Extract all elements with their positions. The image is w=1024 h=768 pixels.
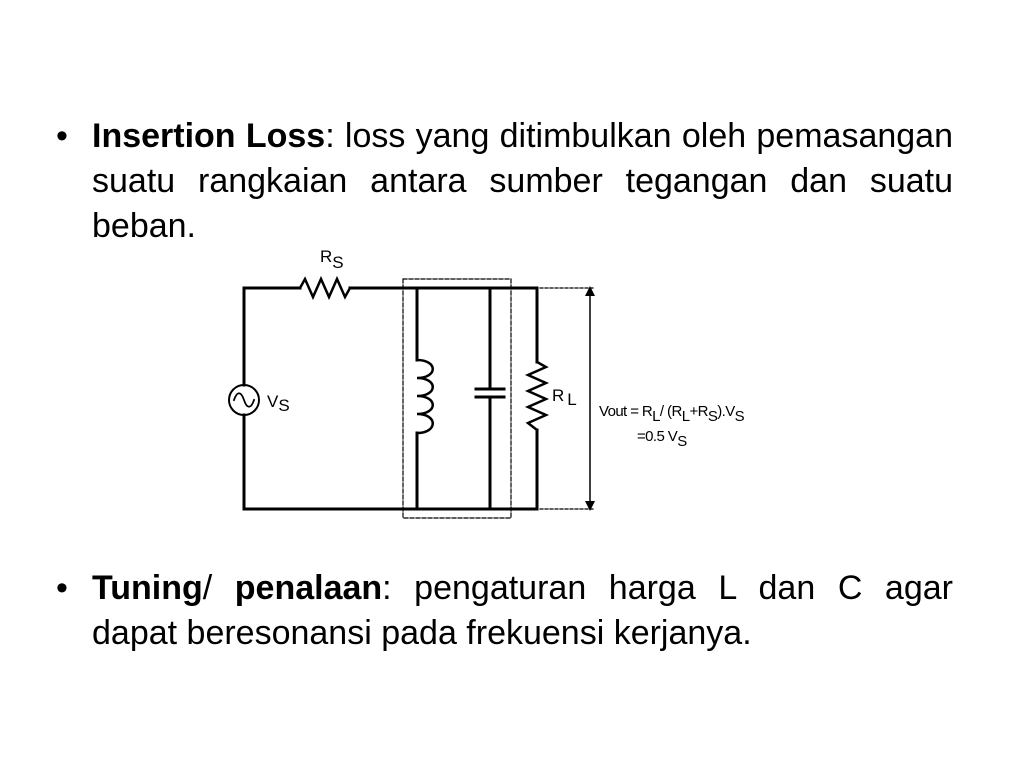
definition-text: pengaturan harga L dan C agar dapat beresonansi pada frekuensi kerjanya.: [92, 569, 953, 652]
resistor-rs: [300, 279, 350, 297]
separator: :: [382, 569, 392, 607]
bullet-paragraph: [92, 566, 953, 656]
bullet-tuning: [56, 566, 953, 656]
term-penalaan: penalaan: [234, 569, 383, 607]
vs-label: VS: [267, 392, 290, 415]
bullet-dot: •: [56, 117, 68, 155]
separator: :: [325, 117, 335, 155]
vout-formula-line1: Vout = RL/ (RL+RS).VS: [599, 403, 745, 425]
term-tuning: Tuning: [92, 569, 203, 607]
rl-label: R L: [552, 386, 577, 409]
sine-wave-icon: [234, 393, 254, 407]
term-insertion-loss: Insertion Loss: [92, 117, 326, 155]
term-separator: /: [202, 569, 235, 607]
vout-formula-line2: =0.5 VS: [637, 428, 687, 450]
rs-label: RS: [320, 247, 344, 272]
resistor-rl: [528, 362, 546, 430]
definition-text: loss yang ditimbulkan oleh pemasangan suatu rangkaian antara sumber tegangan dan suatu beban.: [92, 117, 953, 245]
inductor-coil: [417, 360, 433, 433]
bullet-dot: •: [56, 569, 68, 607]
